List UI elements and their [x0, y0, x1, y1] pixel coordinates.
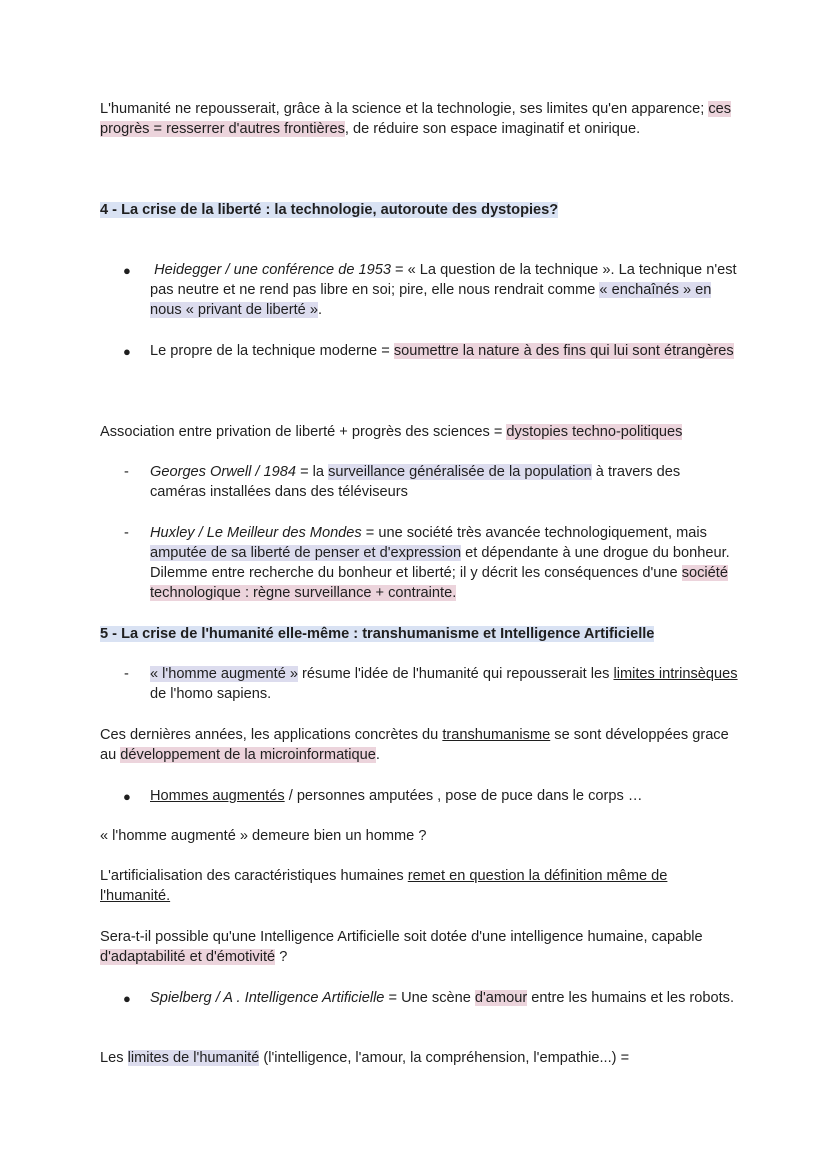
section-heading-4: 4 - La crise de la liberté : la technologie, autoroute des dystopies? — [100, 202, 559, 218]
paragraph-association: Association entre privation de liberté + progrès des sciences = dystopies techno-politiques — [100, 424, 683, 440]
dash-marker: - — [124, 464, 129, 480]
list-item-homme-augmente: « l'homme augmenté » résume l'idée de l'humanité qui repousserait les limites intrinsèques de l'homo sapiens. — [150, 666, 738, 702]
list-item-orwell: Georges Orwell / 1984 = la surveillance généralisée de la population à travers des caméras installées dans des téléviseurs — [150, 464, 681, 500]
bullet-icon: ● — [123, 263, 131, 278]
paragraph-ia: Sera-t-il possible qu'une Intelligence Artificielle soit dotée d'une intelligence humaine, capable d'adaptabilité et d'émotivité ? — [100, 929, 703, 965]
highlight: d'amour — [474, 990, 528, 1006]
highlight: développement de la microinformatique — [120, 747, 376, 763]
paragraph-limites: Les limites de l'humanité (l'intelligence, l'amour, la compréhension, l'empathie...) = — [100, 1050, 630, 1066]
highlight: amputée de sa liberté de penser et d'expression — [150, 545, 462, 561]
highlight: « l'homme augmenté » — [150, 666, 298, 682]
highlight: ces progrès = resserrer d'autres frontières — [100, 101, 732, 137]
bullet-icon: ● — [123, 789, 131, 804]
highlight: société technologique : règne surveillance + contrainte. — [150, 565, 728, 601]
list-item-spielberg: Spielberg / A . Intelligence Artificielle = Une scène d'amour entre les humains et les robots. — [150, 990, 735, 1006]
paragraph-transhumanisme: Ces dernières années, les applications concrètes du transhumanisme se sont développées grace au développement de la microinformatique. — [100, 727, 729, 763]
highlight: « enchaînés » en nous « privant de liberté » — [150, 282, 712, 318]
list-item-huxley: Huxley / Le Meilleur des Mondes = une société très avancée technologiquement, mais amputée de sa liberté de penser et d'expression et dépendante à une drogue du bonheur. Dilemme entre recherche du bonheur et liberté; il y décrit les conséquences d'une société technologique : règne surveillance + contrainte. — [150, 525, 730, 601]
highlight: dystopies techno-politiques — [506, 424, 683, 440]
highlight: surveillance généralisée de la population — [328, 464, 592, 480]
bullet-icon: ● — [123, 344, 131, 359]
dash-marker: - — [124, 666, 129, 682]
paragraph-intro: L'humanité ne repousserait, grâce à la science et la technologie, ses limites qu'en apparence; ces progrès = resserrer d'autres frontières, de réduire son espace imaginatif et onirique. — [100, 101, 732, 137]
paragraph-question: « l'homme augmenté » demeure bien un homme ? — [100, 828, 427, 844]
section-heading-5: 5 - La crise de l'humanité elle-même : transhumanisme et Intelligence Artificielle — [100, 626, 655, 642]
highlight: soumettre la nature à des fins qui lui sont étrangères — [393, 343, 734, 359]
list-item-heidegger: Heidegger / une conférence de 1953 = « La question de la technique ». La technique n'est pas neutre et ne rend pas libre en soi; pire, elle nous rendrait comme « enchaînés » en nous « privant de liberté ». — [150, 262, 737, 318]
list-item-technique-moderne: Le propre de la technique moderne = soumettre la nature à des fins qui lui sont étrangères — [150, 343, 734, 359]
dash-marker: - — [124, 525, 129, 541]
highlight: d'adaptabilité et d'émotivité — [100, 949, 276, 965]
highlight: limites de l'humanité — [127, 1050, 260, 1066]
list-item-hommes-augmentes: Hommes augmentés / personnes amputées , pose de puce dans le corps … — [150, 788, 643, 804]
bullet-icon: ● — [123, 991, 131, 1006]
paragraph-artificialisation: L'artificialisation des caractéristiques humaines remet en question la définition même de l'humanité. — [100, 868, 668, 904]
